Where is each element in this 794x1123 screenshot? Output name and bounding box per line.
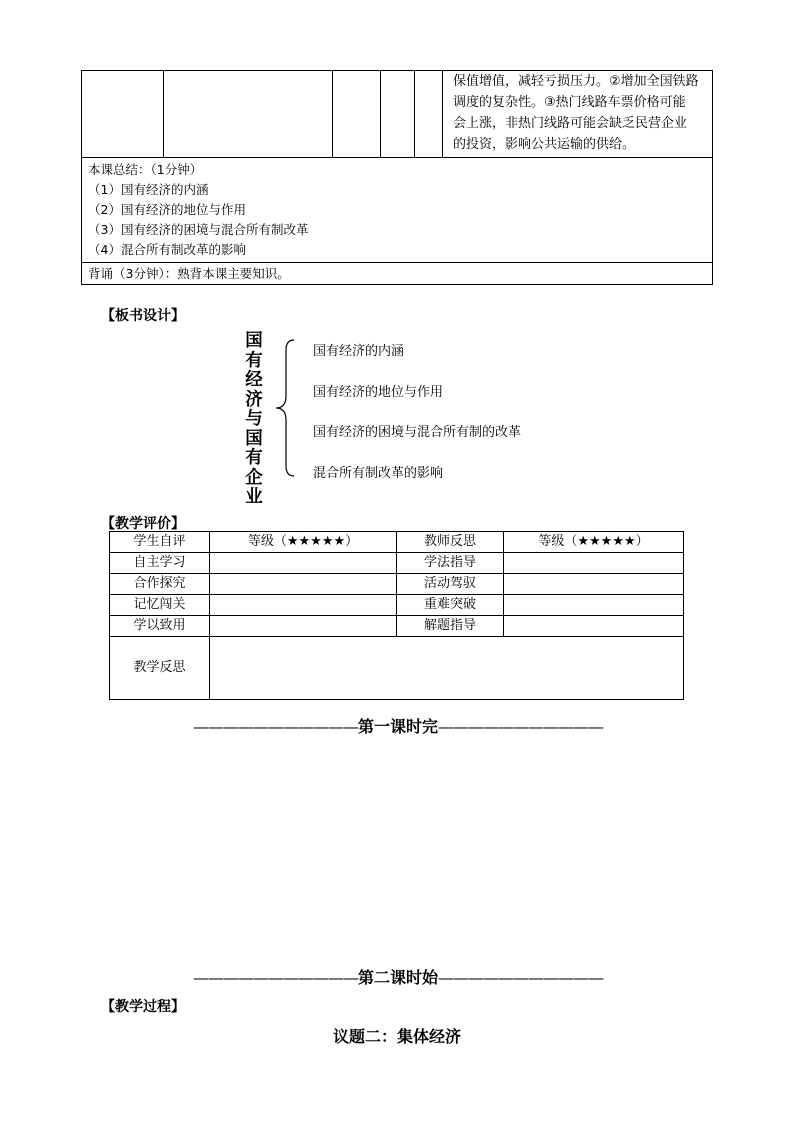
eval-cell: 活动驾驭 — [397, 574, 504, 595]
summary-item: （2）国有经济的地位与作用 — [88, 202, 246, 217]
table-row — [110, 616, 684, 637]
eval-cell: 解题指导 — [397, 616, 504, 637]
board-branch: 国有经济的内涵 — [313, 344, 405, 359]
board-branch: 混合所有制改革的影响 — [313, 466, 444, 481]
note-line: 的投资，影响公共运输的供给。 — [453, 137, 636, 152]
lesson-table-continuation — [81, 70, 713, 285]
eval-cell: 重难突破 — [397, 595, 504, 616]
title-char: 有 — [245, 350, 263, 371]
dash-divider: ——————————— — [438, 968, 604, 987]
summary-item: （1）国有经济的内涵 — [88, 182, 209, 197]
eval-cell — [504, 616, 684, 637]
eval-header-cell: 教师反思 — [397, 532, 504, 553]
lesson-start-text: 第二课时始 — [358, 968, 439, 987]
title-char: 经 — [245, 370, 263, 390]
table-row — [110, 553, 684, 574]
eval-cell — [210, 595, 397, 616]
teaching-process-heading: 【教学过程】 — [101, 999, 185, 1015]
note-line: 保值增值，减轻亏损压力。②增加全国铁路 — [453, 74, 699, 89]
eval-cell: 合作探究 — [110, 574, 210, 595]
eval-cell: 学以致用 — [110, 616, 210, 637]
eval-cell — [504, 553, 684, 574]
title-char: 国 — [245, 428, 263, 449]
note-line: 调度的复杂性。③热门线路车票价格可能 — [453, 95, 686, 110]
note-line: 会上涨，非热门线路可能会缺乏民营企业 — [453, 116, 688, 131]
evaluation-heading: 【教学评价】 — [101, 516, 185, 532]
board-branch: 国有经济的困境与混合所有制的改革 — [313, 425, 522, 440]
eval-cell: 记忆闯关 — [110, 595, 210, 616]
curly-brace-icon — [272, 338, 298, 478]
table-row — [110, 595, 684, 616]
eval-cell — [210, 553, 397, 574]
empty-cell — [415, 71, 443, 158]
answer-note-cell — [443, 71, 713, 158]
eval-cell — [210, 616, 397, 637]
eval-cell: 自主学习 — [110, 553, 210, 574]
eval-cell: 学法指导 — [397, 553, 504, 574]
lesson-start-line — [193, 965, 602, 988]
eval-header-cell: 等级（★★★★★） — [504, 532, 684, 553]
board-vertical-title — [243, 332, 265, 508]
dash-divider: ——————————— — [438, 717, 604, 736]
board-branch: 国有经济的地位与作用 — [313, 385, 444, 400]
eval-cell — [504, 595, 684, 616]
reflection-label: 教学反思 — [110, 637, 210, 700]
lesson-end-text: 第一课时完 — [358, 717, 439, 736]
table-row — [110, 574, 684, 595]
empty-cell — [333, 71, 381, 158]
lesson-summary — [82, 158, 713, 263]
title-char: 济 — [245, 389, 263, 410]
summary-title: 本课总结：（1分钟） — [88, 162, 203, 177]
title-char: 与 — [245, 409, 263, 429]
dash-divider: ——————————— — [193, 717, 358, 736]
eval-header-cell: 学生自评 — [110, 532, 210, 553]
summary-item: （4）混合所有制改革的影响 — [88, 242, 246, 257]
title-char: 国 — [245, 331, 263, 351]
title-char: 业 — [245, 487, 263, 507]
title-char: 有 — [245, 448, 263, 468]
empty-cell — [82, 71, 164, 158]
dash-divider: ——————————— — [193, 968, 358, 987]
topic-title: 议题二：集体经济 — [332, 1027, 461, 1046]
empty-cell — [164, 71, 333, 158]
summary-item: （3）国有经济的困境与混合所有制改革 — [88, 222, 309, 237]
reflection-content — [210, 637, 684, 700]
empty-cell — [381, 71, 415, 158]
eval-cell — [504, 574, 684, 595]
lesson-end-line — [193, 714, 602, 737]
recite-row: 背诵（3分钟）：熟背本课主要知识。 — [82, 263, 713, 285]
eval-cell — [210, 574, 397, 595]
eval-header-cell: 等级（★★★★★） — [210, 532, 397, 553]
evaluation-table — [109, 531, 684, 700]
board-design-heading: 【板书设计】 — [101, 308, 185, 324]
title-char: 企 — [245, 467, 263, 488]
